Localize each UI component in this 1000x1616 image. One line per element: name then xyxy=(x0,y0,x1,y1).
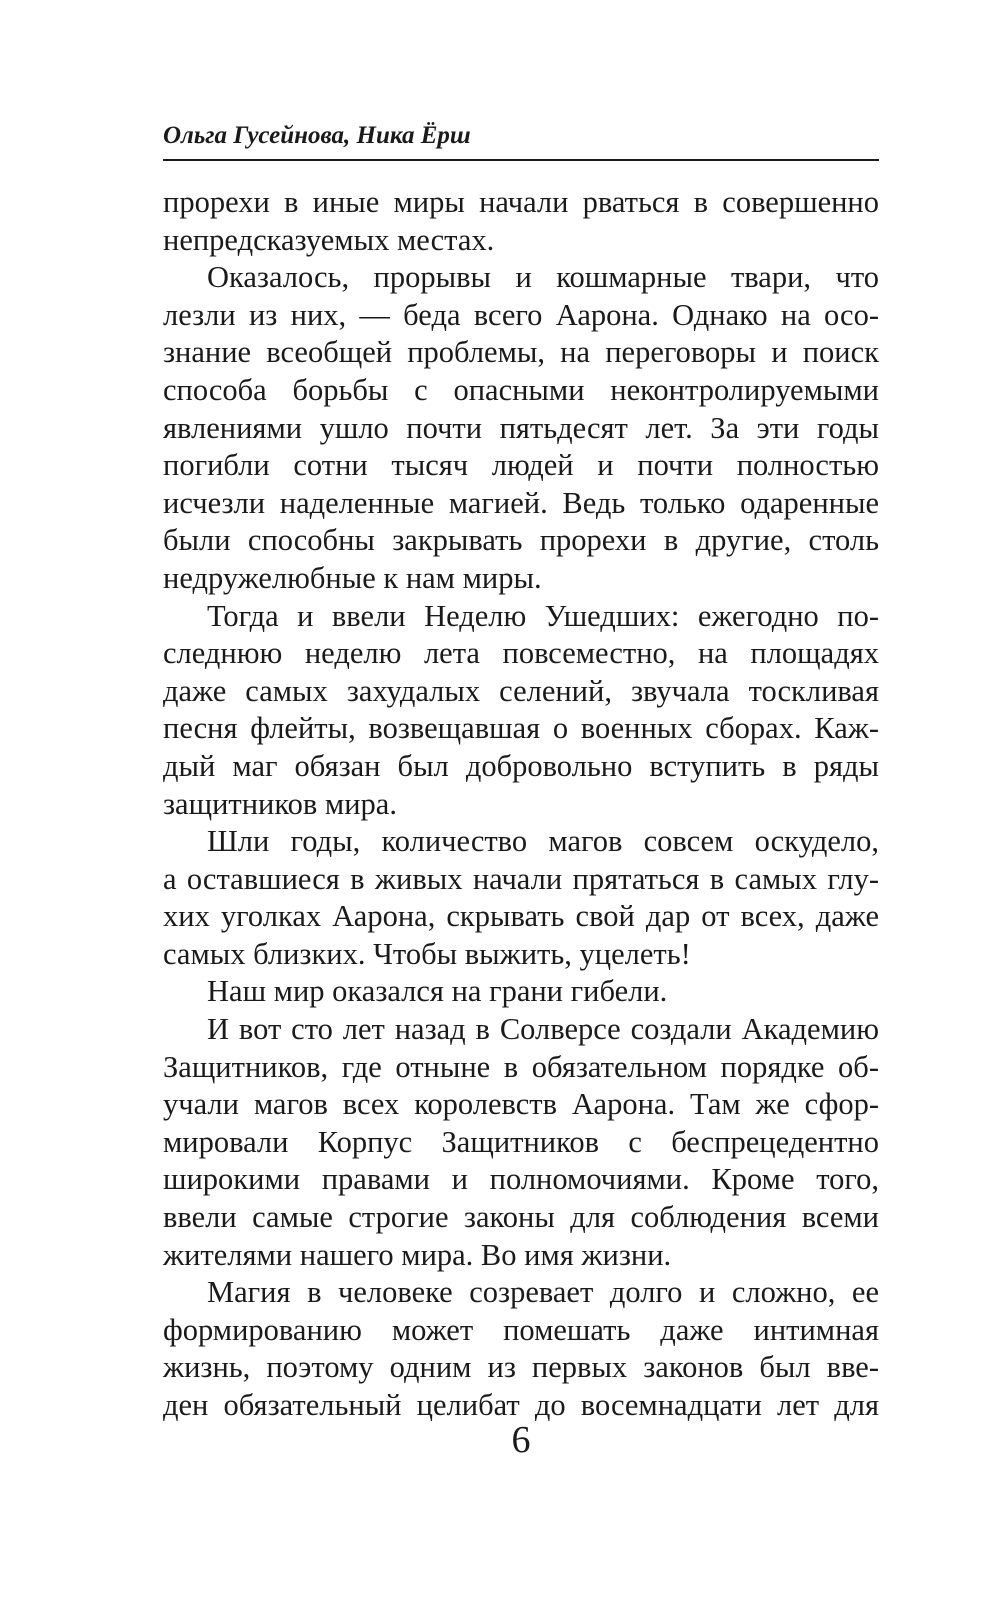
text-line: исчезли наделенные магией. Ведь только одаренные xyxy=(163,485,879,520)
text-line: Шли годы, количество магов совсем оскудело, xyxy=(207,824,879,859)
body-text xyxy=(163,184,879,1425)
text-line: самых близких. Чтобы выжить, уцелеть! xyxy=(163,936,691,971)
text-line: были способны закрывать прорехи в другие, столь xyxy=(163,523,879,558)
running-head: Ольга Гусейнова, Ника Ёрш xyxy=(163,122,471,149)
text-line: ден обязательный целибат до восемнадцати лет для xyxy=(163,1388,879,1422)
header-rule xyxy=(163,159,879,161)
text-line: И вот сто лет назад в Солверсе создали Академию xyxy=(207,1012,879,1047)
paragraph xyxy=(163,1011,879,1274)
text-line: защитников мира. xyxy=(163,786,397,821)
text-line: Тогда и ввели Неделю Ушедших: ежегодно по- xyxy=(207,598,879,633)
text-line: песня флейты, возвещавшая о военных сборах. Каж- xyxy=(163,711,879,746)
text-line: способа борьбы с опасными неконтролируемыми xyxy=(163,372,879,407)
text-line: явлениями ушло почти пятьдесят лет. За эти годы xyxy=(163,410,879,445)
text-line: Оказалось, прорывы и кошмарные твари, что xyxy=(207,260,879,295)
paragraph xyxy=(163,973,879,1011)
text-line: недружелюбные к нам миры. xyxy=(163,560,542,595)
paragraph xyxy=(163,823,879,973)
text-line: жизнь, поэтому одним из первых законов был вве- xyxy=(163,1350,879,1385)
text-line: знание всеобщей проблемы, на переговоры и поиск xyxy=(163,335,879,370)
text-line: погибли сотни тысяч людей и почти полностью xyxy=(163,448,879,483)
text-line: формированию может помешать даже интимная xyxy=(163,1312,879,1347)
text-line: непредсказуемых местах. xyxy=(163,222,495,257)
text-line: Наш мир оказался на грани гибели. xyxy=(207,974,668,1009)
text-line: даже самых захудалых селений, звучала тоскливая xyxy=(163,673,879,708)
paragraph xyxy=(163,1274,879,1424)
text-line: а оставшиеся в живых начали прятаться в самых глу- xyxy=(163,861,879,896)
text-line: жителями нашего мира. Во имя жизни. xyxy=(163,1237,672,1272)
text-line: Магия в человеке созревает долго и сложно, ее xyxy=(207,1275,879,1310)
text-line: дый маг обязан был добровольно вступить в ряды xyxy=(163,748,879,783)
text-line: Защитников, где отныне в обязательном порядке об- xyxy=(163,1049,879,1084)
page-number: 6 xyxy=(511,1419,531,1461)
text-line: хих уголках Аарона, скрывать свой дар от всех, даже xyxy=(163,899,879,934)
paragraph xyxy=(163,259,879,597)
text-line: прорехи в иные миры начали рваться в совершенно xyxy=(163,185,879,219)
text-line: следнюю неделю лета повсеместно, на площадях xyxy=(163,636,879,671)
text-line: мировали Корпус Защитников с беспрецедентно xyxy=(163,1124,879,1159)
paragraph xyxy=(163,184,879,259)
text-line: лезли из них, — беда всего Аарона. Однако на осо- xyxy=(163,297,879,332)
text-line: ввели самые строгие законы для соблюдения всеми xyxy=(163,1200,879,1235)
text-line: учали магов всех королевств Аарона. Там же сфор- xyxy=(163,1087,879,1122)
paragraph xyxy=(163,598,879,824)
text-line: широкими правами и полномочиями. Кроме того, xyxy=(163,1162,879,1197)
